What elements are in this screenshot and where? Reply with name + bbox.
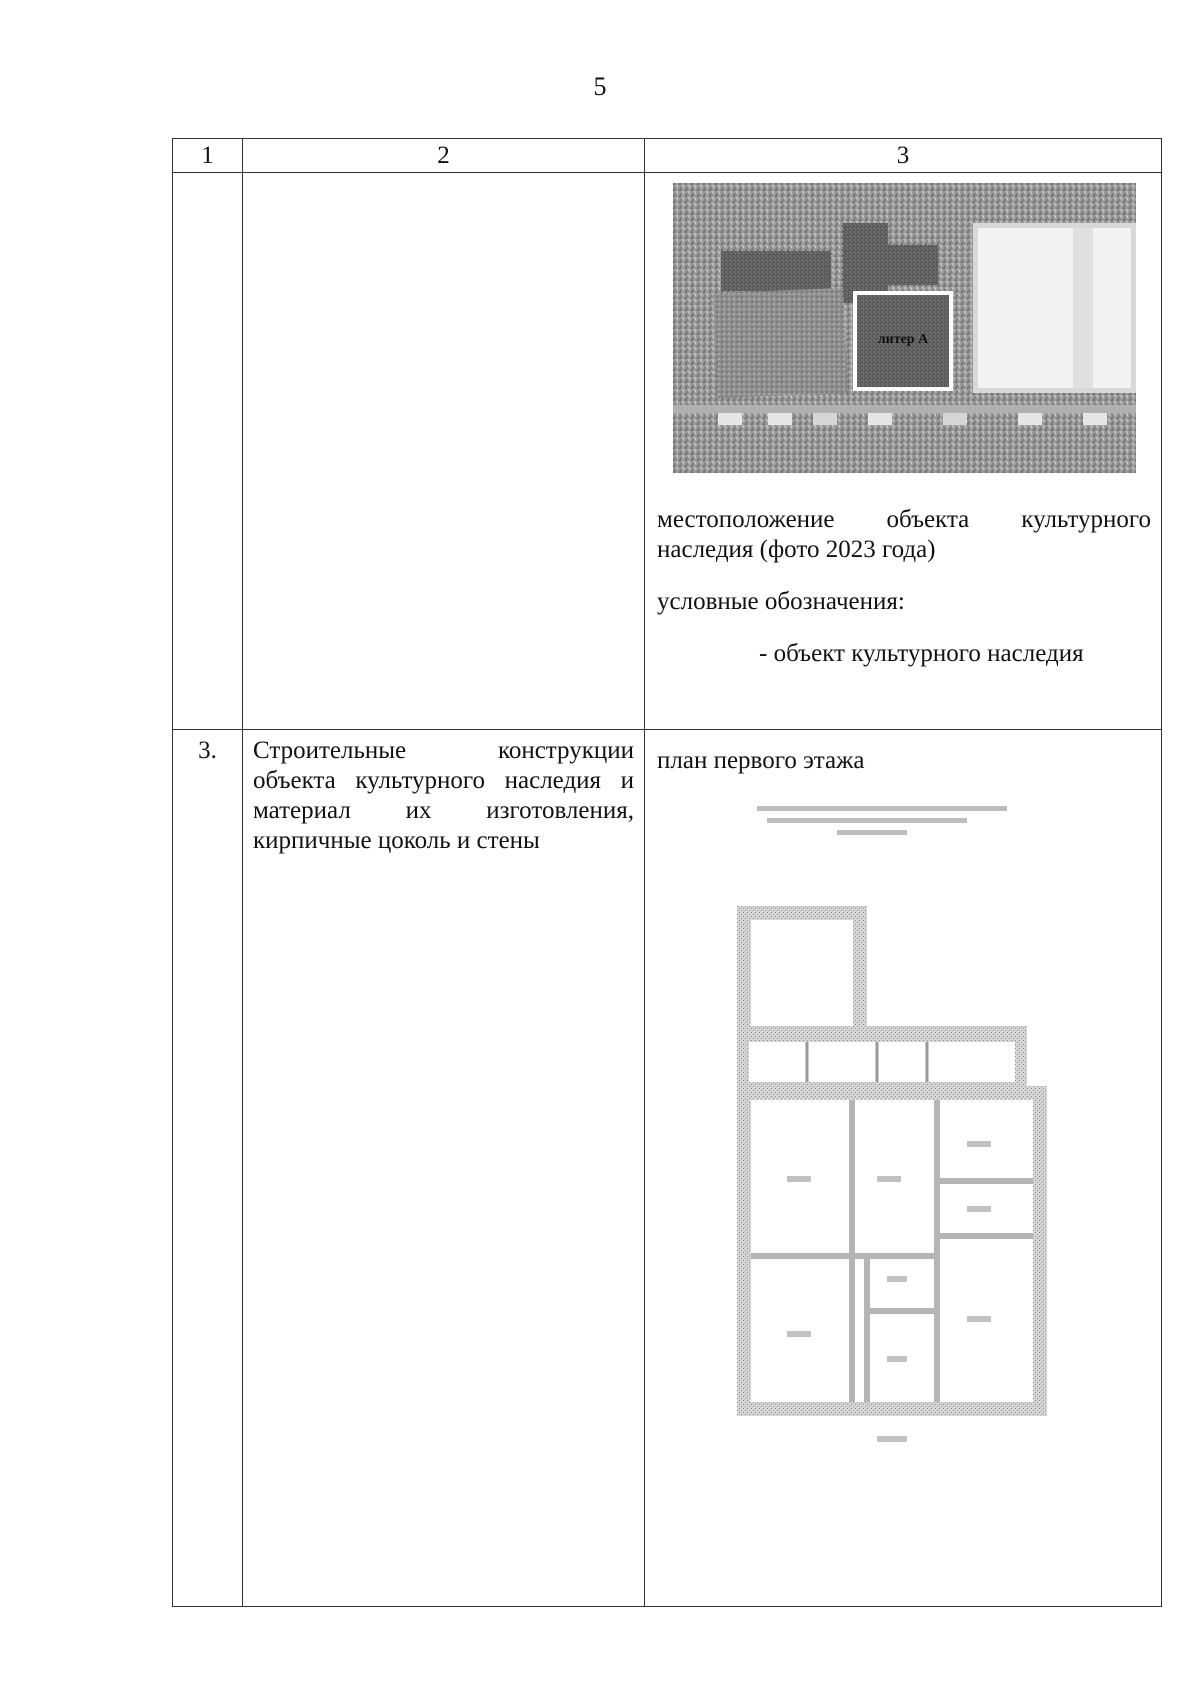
plan-title: план первого этажа bbox=[657, 747, 865, 774]
row-number-cell bbox=[173, 173, 243, 730]
column-header-2: 2 bbox=[243, 139, 645, 173]
column-header-3: 3 bbox=[645, 139, 1162, 173]
column-header-1: 1 bbox=[173, 139, 243, 173]
floor-plan bbox=[727, 796, 1057, 1476]
row-description-cell bbox=[243, 730, 645, 1607]
photo-caption-line2: наследия (фото 2023 года) bbox=[657, 536, 936, 563]
aerial-photo bbox=[673, 183, 1136, 473]
aerial-photo-image bbox=[673, 183, 1136, 473]
legend-title: условные обозначения: bbox=[657, 588, 905, 615]
table-row bbox=[173, 730, 1162, 1607]
row-description-cell bbox=[243, 173, 645, 730]
row-illustration-cell bbox=[645, 730, 1162, 1607]
objects-table bbox=[172, 138, 1162, 1607]
floor-plan-image bbox=[727, 796, 1057, 1476]
row-number-cell: 3. bbox=[173, 730, 243, 1607]
structure-description: Строительные конструкции объекта культурного наследия и материал их изготовления, кирпичные цоколь и стены bbox=[253, 737, 634, 854]
row-illustration-cell bbox=[645, 173, 1162, 730]
building-label: литер А bbox=[877, 332, 929, 347]
legend-item: - объект культурного наследия bbox=[759, 640, 1084, 667]
photo-caption-line1: местоположение объекта культурного bbox=[657, 506, 1151, 533]
table-row bbox=[173, 173, 1162, 730]
page-number: 5 bbox=[593, 72, 607, 101]
table-header-row bbox=[173, 139, 1162, 173]
